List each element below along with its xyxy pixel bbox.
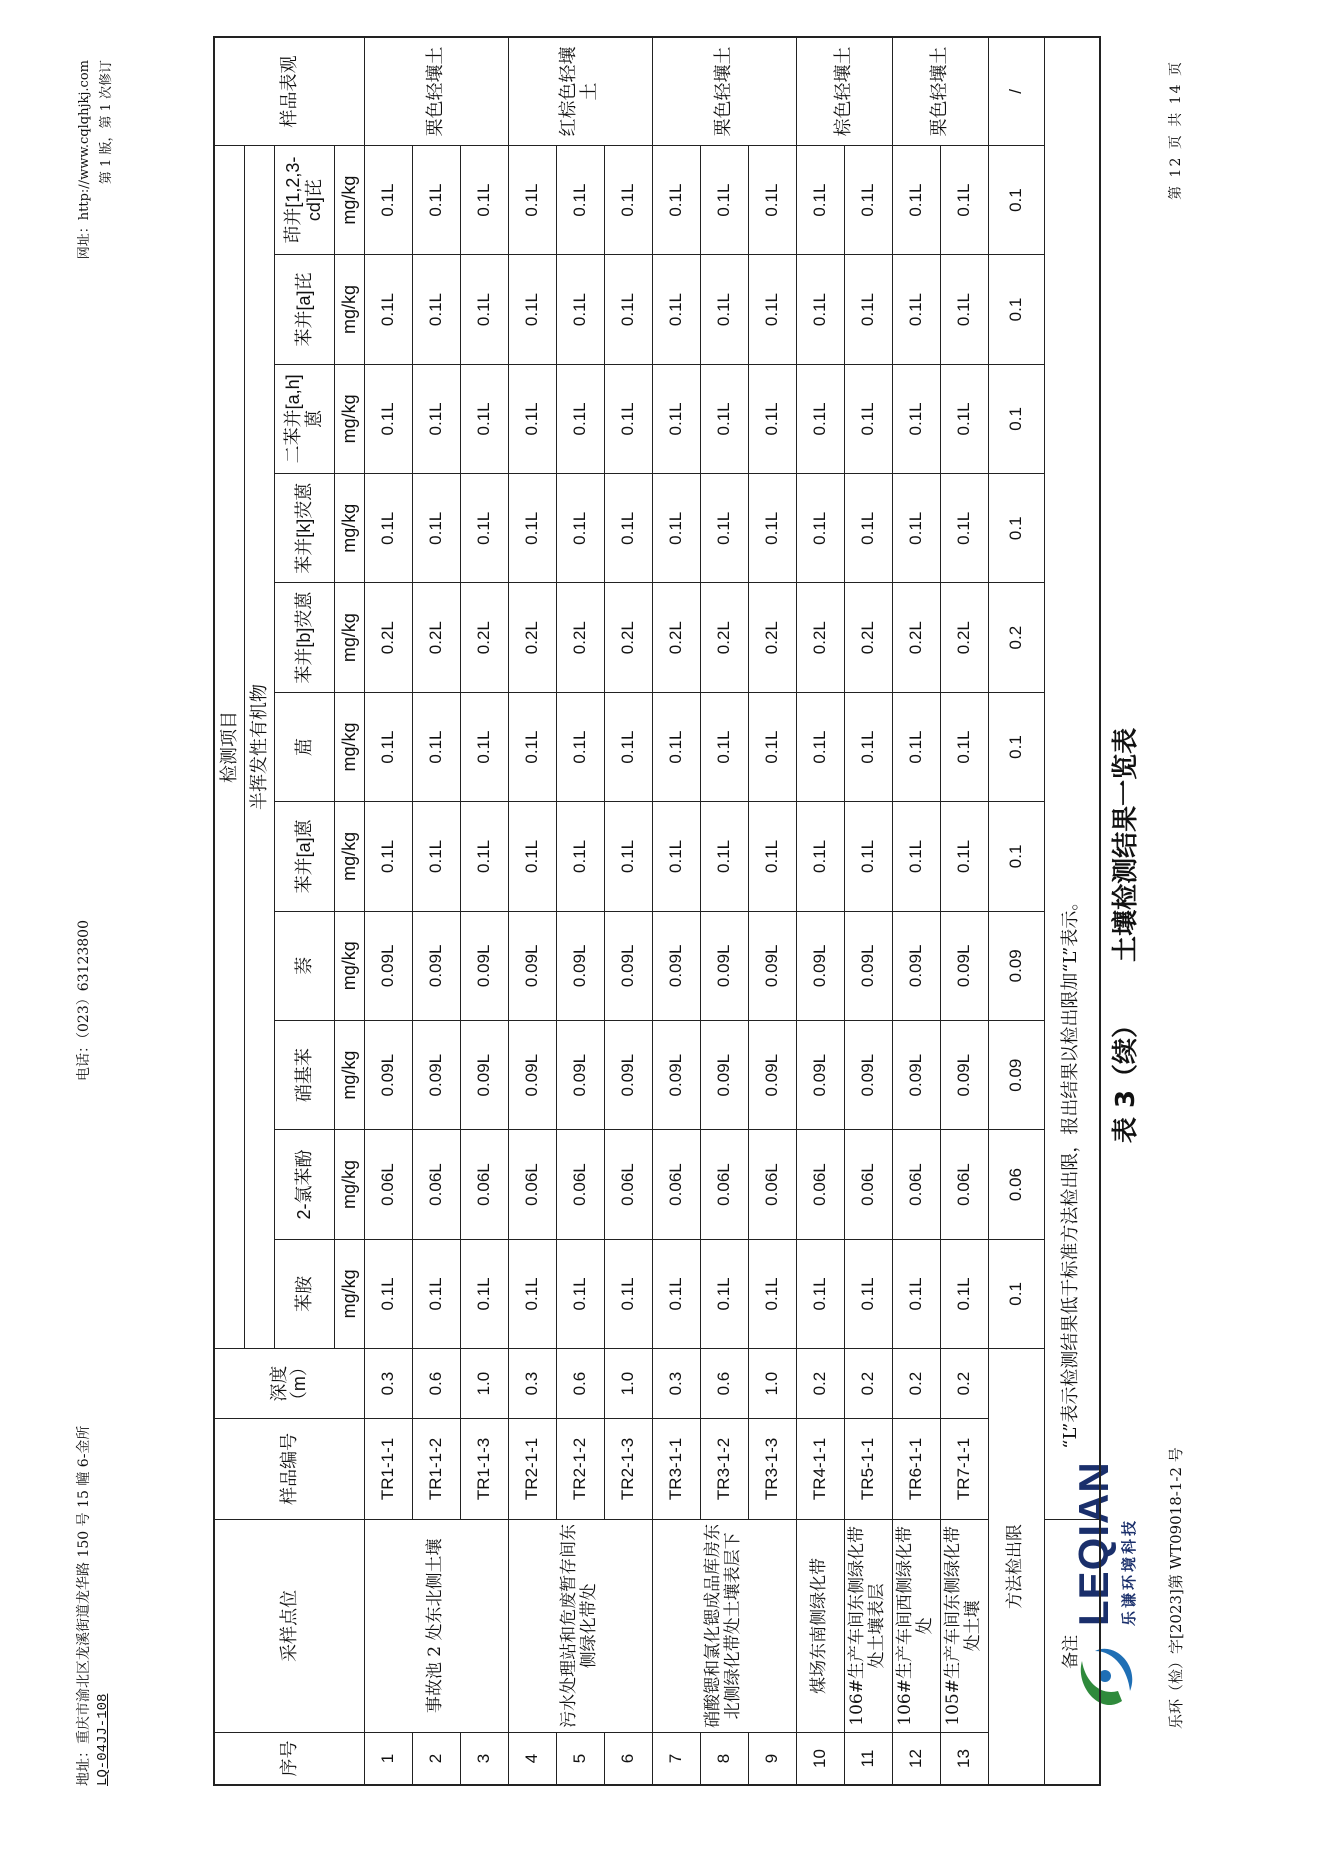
value-cell: 0.09L xyxy=(652,1020,700,1129)
value-cell: 0.1L xyxy=(460,364,508,473)
document-number: 乐环（检）字[2023]第 WT09018-1-2 号 xyxy=(1167,1447,1185,1729)
detection-limit-value: 0.09 xyxy=(988,911,1044,1020)
param-header: 苯并[a]芘 xyxy=(274,255,334,364)
depth-cell: 0.6 xyxy=(700,1349,748,1419)
value-cell: 0.2L xyxy=(556,583,604,692)
value-cell: 0.2L xyxy=(700,583,748,692)
param-header: 苯并[a]蒽 xyxy=(274,802,334,911)
depth-cell: 1.0 xyxy=(604,1349,652,1419)
value-cell: 0.1L xyxy=(604,364,652,473)
table-title xyxy=(1105,0,1142,1871)
logo-name: LEQIAN xyxy=(1070,1461,1117,1626)
value-cell: 0.2L xyxy=(892,583,940,692)
value-cell: 0.1L xyxy=(892,474,940,583)
param-header: 硝基苯 xyxy=(274,1020,334,1129)
param-header: 苯并[b]荧蒽 xyxy=(274,583,334,692)
value-cell: 0.09L xyxy=(508,1020,556,1129)
value-cell: 0.1L xyxy=(460,145,508,254)
value-cell: 0.1L xyxy=(556,145,604,254)
value-cell: 0.2L xyxy=(748,583,796,692)
detection-limit-value: 0.1 xyxy=(988,145,1044,254)
param-header: 苯胺 xyxy=(274,1239,334,1348)
unit-header: mg/kg xyxy=(334,692,364,801)
value-cell: 0.2L xyxy=(652,583,700,692)
sample-id-cell: TR5-1-1 xyxy=(844,1419,892,1520)
value-cell: 0.1L xyxy=(364,255,412,364)
value-cell: 0.1L xyxy=(556,474,604,583)
company-address: 地址：重庆市渝北区龙溪街道龙华路 150 号 15 幢 6-金所 xyxy=(76,1425,92,1786)
value-cell: 0.1L xyxy=(652,802,700,911)
value-cell: 0.09L xyxy=(604,911,652,1020)
detection-limit-value: 0.2 xyxy=(988,583,1044,692)
value-cell: 0.2L xyxy=(364,583,412,692)
value-cell: 0.06L xyxy=(508,1130,556,1239)
detection-limit-label: 方法检出限 xyxy=(988,1349,1044,1785)
company-phone: 电话：（023）63123800 xyxy=(76,920,92,1081)
value-cell: 0.1L xyxy=(556,692,604,801)
value-cell: 0.1L xyxy=(796,474,844,583)
depth-cell: 1.0 xyxy=(460,1349,508,1419)
seq-cell: 4 xyxy=(508,1733,556,1786)
unit-header: mg/kg xyxy=(334,255,364,364)
value-cell: 0.1L xyxy=(508,474,556,583)
location-cell: 事故池 2 处东北侧土壤 xyxy=(364,1519,508,1732)
depth-cell: 0.2 xyxy=(892,1349,940,1419)
value-cell: 0.1L xyxy=(460,1239,508,1348)
seq-cell: 7 xyxy=(652,1733,700,1786)
seq-cell: 1 xyxy=(364,1733,412,1786)
value-cell: 0.09L xyxy=(604,1020,652,1129)
value-cell: 0.09L xyxy=(460,911,508,1020)
value-cell: 0.1L xyxy=(460,692,508,801)
table-row xyxy=(364,37,412,1785)
value-cell: 0.09L xyxy=(364,911,412,1020)
value-cell: 0.1L xyxy=(844,255,892,364)
value-cell: 0.1L xyxy=(892,145,940,254)
sample-id-cell: TR2-1-1 xyxy=(508,1419,556,1520)
value-cell: 0.1L xyxy=(604,474,652,583)
value-cell: 0.1L xyxy=(556,255,604,364)
header-sample-no: 样品编号 xyxy=(214,1419,364,1520)
value-cell: 0.09L xyxy=(796,1020,844,1129)
detection-limit-value: 0.09 xyxy=(988,1020,1044,1129)
value-cell: 0.1L xyxy=(652,692,700,801)
value-cell: 0.06L xyxy=(796,1130,844,1239)
value-cell: 0.1L xyxy=(364,1239,412,1348)
value-cell: 0.1L xyxy=(796,802,844,911)
header-seq: 序号 xyxy=(214,1733,364,1786)
value-cell: 0.1L xyxy=(748,692,796,801)
value-cell: 0.1L xyxy=(700,364,748,473)
detection-limit-value: 0.1 xyxy=(988,802,1044,911)
location-cell: 污水处理站和危废暂存间东侧绿化带处 xyxy=(508,1519,652,1732)
value-cell: 0.1L xyxy=(412,145,460,254)
depth-cell: 0.2 xyxy=(844,1349,892,1419)
value-cell: 0.1L xyxy=(364,802,412,911)
unit-header: mg/kg xyxy=(334,802,364,911)
value-cell: 0.1L xyxy=(604,255,652,364)
value-cell: 0.06L xyxy=(412,1130,460,1239)
sample-id-cell: TR3-1-3 xyxy=(748,1419,796,1520)
depth-cell: 1.0 xyxy=(748,1349,796,1419)
value-cell: 0.1L xyxy=(700,255,748,364)
value-cell: 0.1L xyxy=(892,255,940,364)
value-cell: 0.1L xyxy=(460,255,508,364)
company-website: 网址：http://www.cqlqhjkj.com xyxy=(77,60,92,260)
value-cell: 0.06L xyxy=(844,1130,892,1239)
header-group: 半挥发性有机物 xyxy=(244,145,274,1348)
value-cell: 0.1L xyxy=(940,474,988,583)
value-cell: 0.1L xyxy=(508,692,556,801)
unit-header: mg/kg xyxy=(334,911,364,1020)
value-cell: 0.06L xyxy=(604,1130,652,1239)
value-cell: 0.06L xyxy=(556,1130,604,1239)
sample-id-cell: TR3-1-2 xyxy=(700,1419,748,1520)
form-code: LQ-04JJ-108 xyxy=(95,1693,111,1786)
value-cell: 0.1L xyxy=(748,255,796,364)
sample-id-cell: TR4-1-1 xyxy=(796,1419,844,1520)
value-cell: 0.2L xyxy=(508,583,556,692)
value-cell: 0.06L xyxy=(700,1130,748,1239)
detection-limit-value: 0.1 xyxy=(988,474,1044,583)
value-cell: 0.1L xyxy=(748,145,796,254)
value-cell: 0.09L xyxy=(844,1020,892,1129)
appearance-cell: 栗色轻壤土 xyxy=(364,37,508,145)
detection-limit-value: 0.06 xyxy=(988,1130,1044,1239)
value-cell: 0.1L xyxy=(604,802,652,911)
location-cell: 105#生产车间东侧绿化带处土壤 xyxy=(940,1519,988,1732)
value-cell: 0.1L xyxy=(796,145,844,254)
title-prefix: 表 3（续） xyxy=(1111,1011,1141,1144)
value-cell: 0.1L xyxy=(796,364,844,473)
appearance-cell: 红棕色轻壤土 xyxy=(508,37,652,145)
sample-id-cell: TR1-1-1 xyxy=(364,1419,412,1520)
value-cell: 0.1L xyxy=(652,1239,700,1348)
value-cell: 0.1L xyxy=(652,255,700,364)
value-cell: 0.2L xyxy=(460,583,508,692)
value-cell: 0.1L xyxy=(508,364,556,473)
value-cell: 0.1L xyxy=(844,364,892,473)
page-info: 第 12 页 共 14 页 xyxy=(1168,60,1184,200)
param-header: 萘 xyxy=(274,911,334,1020)
value-cell: 0.1L xyxy=(556,1239,604,1348)
value-cell: 0.1L xyxy=(604,1239,652,1348)
value-cell: 0.1L xyxy=(412,364,460,473)
value-cell: 0.1L xyxy=(604,145,652,254)
header-depth: 深度（m） xyxy=(214,1349,364,1419)
remark-label: 备注 xyxy=(1044,1519,1100,1785)
value-cell: 0.1L xyxy=(844,802,892,911)
value-cell: 0.1L xyxy=(412,1239,460,1348)
seq-cell: 12 xyxy=(892,1733,940,1786)
value-cell: 0.09L xyxy=(556,1020,604,1129)
value-cell: 0.09L xyxy=(748,1020,796,1129)
value-cell: 0.1L xyxy=(940,692,988,801)
location-cell: 106#生产车间东侧绿化带处土壤表层 xyxy=(844,1519,892,1732)
depth-cell: 0.2 xyxy=(940,1349,988,1419)
remark-text: “L”表示检测结果低于标准方法检出限，报出结果以检出限加“L”表示。 xyxy=(1044,37,1100,1519)
value-cell: 0.1L xyxy=(796,1239,844,1348)
value-cell: 0.09L xyxy=(412,1020,460,1129)
value-cell: 0.1L xyxy=(460,802,508,911)
value-cell: 0.1L xyxy=(700,474,748,583)
value-cell: 0.09L xyxy=(940,911,988,1020)
unit-header: mg/kg xyxy=(334,474,364,583)
value-cell: 0.1L xyxy=(940,802,988,911)
title-main: 土壤检测结果一览表 xyxy=(1111,727,1141,962)
seq-cell: 9 xyxy=(748,1733,796,1786)
table-row xyxy=(844,37,892,1785)
appearance-cell: 棕色轻壤土 xyxy=(796,37,892,145)
value-cell: 0.09L xyxy=(892,1020,940,1129)
param-header: 茚并[1,2,3-cd]芘 xyxy=(274,145,334,254)
value-cell: 0.1L xyxy=(652,364,700,473)
param-header: 䓛 xyxy=(274,692,334,801)
value-cell: 0.1L xyxy=(412,802,460,911)
value-cell: 0.06L xyxy=(748,1130,796,1239)
value-cell: 0.1L xyxy=(748,364,796,473)
sample-id-cell: TR6-1-1 xyxy=(892,1419,940,1520)
depth-cell: 0.6 xyxy=(556,1349,604,1419)
value-cell: 0.1L xyxy=(796,255,844,364)
value-cell: 0.1L xyxy=(892,364,940,473)
value-cell: 0.09L xyxy=(364,1020,412,1129)
logo-subtitle: 乐谦环境科技 xyxy=(1120,1517,1138,1626)
unit-header: mg/kg xyxy=(334,1020,364,1129)
param-header: 二苯并[a,h]蒽 xyxy=(274,364,334,473)
value-cell: 0.1L xyxy=(364,145,412,254)
value-cell: 0.1L xyxy=(508,145,556,254)
value-cell: 0.2L xyxy=(940,583,988,692)
sample-id-cell: TR3-1-1 xyxy=(652,1419,700,1520)
value-cell: 0.1L xyxy=(892,802,940,911)
value-cell: 0.09L xyxy=(700,911,748,1020)
value-cell: 0.09L xyxy=(700,1020,748,1129)
value-cell: 0.1L xyxy=(940,145,988,254)
value-cell: 0.09L xyxy=(892,911,940,1020)
unit-header: mg/kg xyxy=(334,583,364,692)
table-row xyxy=(508,37,556,1785)
value-cell: 0.1L xyxy=(844,692,892,801)
detection-limit-value: 0.1 xyxy=(988,1239,1044,1348)
seq-cell: 11 xyxy=(844,1733,892,1786)
value-cell: 0.1L xyxy=(700,1239,748,1348)
value-cell: 0.06L xyxy=(940,1130,988,1239)
param-header: 2-氯苯酚 xyxy=(274,1130,334,1239)
value-cell: 0.1L xyxy=(604,692,652,801)
value-cell: 0.06L xyxy=(460,1130,508,1239)
value-cell: 0.09L xyxy=(940,1020,988,1129)
value-cell: 0.1L xyxy=(940,364,988,473)
value-cell: 0.1L xyxy=(508,1239,556,1348)
value-cell: 0.1L xyxy=(364,364,412,473)
value-cell: 0.2L xyxy=(796,583,844,692)
value-cell: 0.1L xyxy=(460,474,508,583)
detection-limit-value: 0.1 xyxy=(988,255,1044,364)
unit-header: mg/kg xyxy=(334,1239,364,1348)
seq-cell: 13 xyxy=(940,1733,988,1786)
seq-cell: 3 xyxy=(460,1733,508,1786)
value-cell: 0.1L xyxy=(412,692,460,801)
location-cell: 煤场东南侧绿化带 xyxy=(796,1519,844,1732)
value-cell: 0.1L xyxy=(940,255,988,364)
remark-row xyxy=(1044,37,1100,1785)
value-cell: 0.1L xyxy=(556,364,604,473)
value-cell: 0.06L xyxy=(652,1130,700,1239)
value-cell: 0.09L xyxy=(748,911,796,1020)
value-cell: 0.1L xyxy=(844,145,892,254)
table-row xyxy=(892,37,940,1785)
seq-cell: 2 xyxy=(412,1733,460,1786)
value-cell: 0.1L xyxy=(556,802,604,911)
version-info: 第 1 版，第 1 次修订 xyxy=(99,60,114,185)
value-cell: 0.1L xyxy=(364,692,412,801)
sample-id-cell: TR2-1-2 xyxy=(556,1419,604,1520)
table-row xyxy=(652,37,700,1785)
location-cell: 106#生产车间西侧绿化带处 xyxy=(892,1519,940,1732)
seq-cell: 5 xyxy=(556,1733,604,1786)
value-cell: 0.1L xyxy=(508,802,556,911)
value-cell: 0.1L xyxy=(412,474,460,583)
value-cell: 0.1L xyxy=(748,802,796,911)
value-cell: 0.2L xyxy=(412,583,460,692)
unit-header: mg/kg xyxy=(334,364,364,473)
unit-header: mg/kg xyxy=(334,1130,364,1239)
value-cell: 0.1L xyxy=(652,474,700,583)
appearance-cell: 栗色轻壤土 xyxy=(652,37,796,145)
value-cell: 0.2L xyxy=(844,583,892,692)
sample-id-cell: TR7-1-1 xyxy=(940,1419,988,1520)
results-table xyxy=(213,36,1101,1786)
appearance-cell: 栗色轻壤土 xyxy=(892,37,988,145)
value-cell: 0.09L xyxy=(412,911,460,1020)
depth-cell: 0.2 xyxy=(796,1349,844,1419)
seq-cell: 6 xyxy=(604,1733,652,1786)
value-cell: 0.1L xyxy=(796,692,844,801)
value-cell: 0.06L xyxy=(892,1130,940,1239)
value-cell: 0.1L xyxy=(700,802,748,911)
value-cell: 0.1L xyxy=(700,145,748,254)
value-cell: 0.1L xyxy=(700,692,748,801)
param-header: 苯并[k]荧蒽 xyxy=(274,474,334,583)
sample-id-cell: TR1-1-3 xyxy=(460,1419,508,1520)
value-cell: 0.09L xyxy=(652,911,700,1020)
depth-cell: 0.3 xyxy=(652,1349,700,1419)
value-cell: 0.1L xyxy=(892,1239,940,1348)
value-cell: 0.1L xyxy=(412,255,460,364)
value-cell: 0.06L xyxy=(364,1130,412,1239)
depth-cell: 0.3 xyxy=(364,1349,412,1419)
value-cell: 0.1L xyxy=(364,474,412,583)
detection-limit-value: 0.1 xyxy=(988,692,1044,801)
header-items: 检测项目 xyxy=(214,145,244,1348)
value-cell: 0.09L xyxy=(508,911,556,1020)
value-cell: 0.1L xyxy=(508,255,556,364)
detection-limit-value: 0.1 xyxy=(988,364,1044,473)
value-cell: 0.2L xyxy=(604,583,652,692)
value-cell: 0.09L xyxy=(556,911,604,1020)
detection-limit-row xyxy=(988,37,1044,1785)
sample-id-cell: TR1-1-2 xyxy=(412,1419,460,1520)
value-cell: 0.1L xyxy=(844,474,892,583)
location-cell: 硝酸锶和氯化锶成品库房东北侧绿化带处土壤表层下 xyxy=(652,1519,796,1732)
header-appearance: 样品表观 xyxy=(214,37,364,145)
depth-cell: 0.6 xyxy=(412,1349,460,1419)
sample-id-cell: TR2-1-3 xyxy=(604,1419,652,1520)
value-cell: 0.1L xyxy=(892,692,940,801)
unit-header: mg/kg xyxy=(334,145,364,254)
table-row xyxy=(940,37,988,1785)
value-cell: 0.1L xyxy=(748,1239,796,1348)
value-cell: 0.1L xyxy=(748,474,796,583)
header-location: 采样点位 xyxy=(214,1519,364,1732)
value-cell: 0.09L xyxy=(796,911,844,1020)
depth-cell: 0.3 xyxy=(508,1349,556,1419)
seq-cell: 10 xyxy=(796,1733,844,1786)
seq-cell: 8 xyxy=(700,1733,748,1786)
value-cell: 0.1L xyxy=(652,145,700,254)
value-cell: 0.1L xyxy=(844,1239,892,1348)
value-cell: 0.09L xyxy=(460,1020,508,1129)
value-cell: 0.1L xyxy=(940,1239,988,1348)
value-cell: 0.09L xyxy=(844,911,892,1020)
table-row xyxy=(796,37,844,1785)
detection-limit-appearance: / xyxy=(988,37,1044,145)
